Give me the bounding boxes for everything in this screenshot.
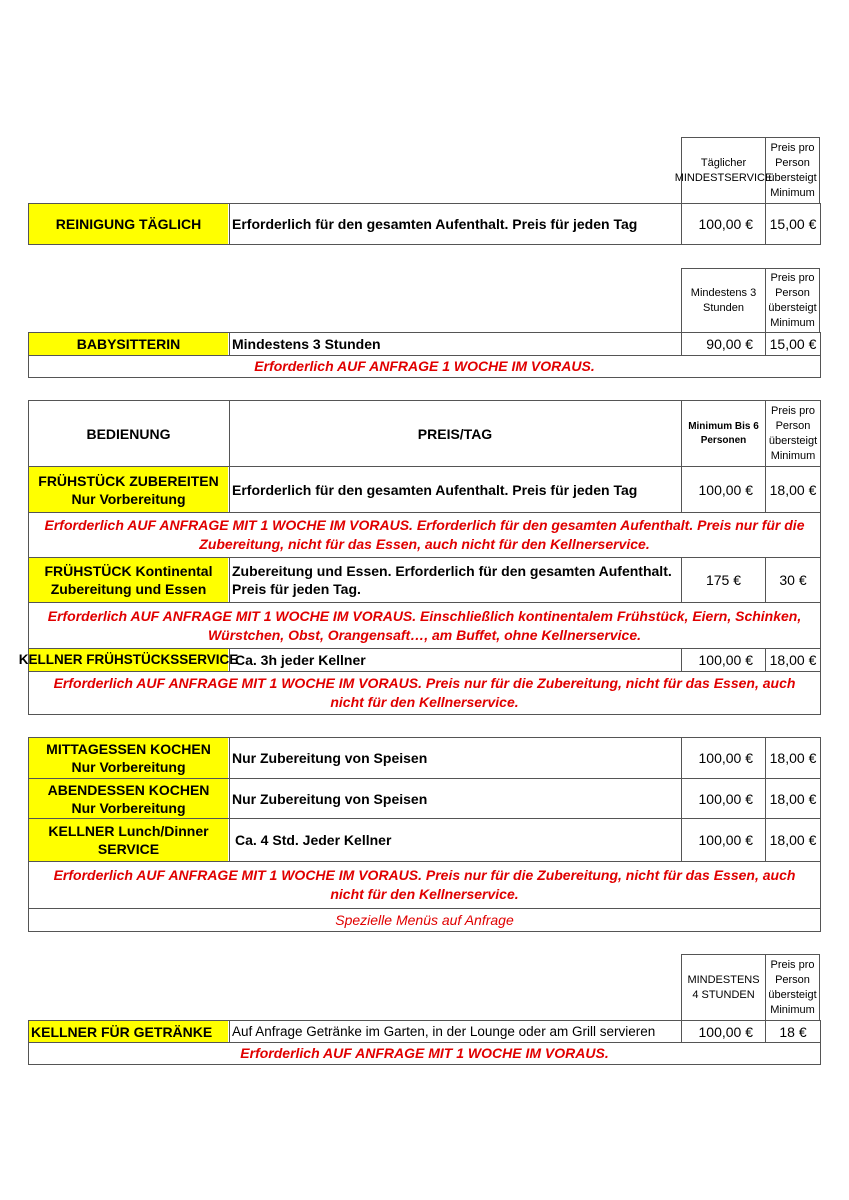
- babysitter-price: 90,00 €: [681, 333, 765, 355]
- drinks-name: KELLNER FÜR GETRÄNKE: [29, 1021, 228, 1042]
- babysitter-name: BABYSITTERIN: [29, 333, 228, 355]
- drinks-note: Erforderlich AUF ANFRAGE MIT 1 WOCHE IM VORAUS.: [28, 1042, 821, 1065]
- service-row-note: Erforderlich AUF ANFRAGE MIT 1 WOCHE IM VORAUS. Erforderlich für den gesamten Aufenthalt. Preis nur für die Zubereitung, nicht für das Essen, auch nicht für den Kellnerservice.: [28, 512, 821, 558]
- meals-row-price: 100,00 €: [681, 779, 765, 818]
- meals-row-price: 100,00 €: [681, 819, 765, 861]
- service-header-pp: Preis pro Person übersteigt Minimum: [765, 401, 820, 466]
- drinks-header-min: MINDESTENS 4 STUNDEN: [681, 954, 766, 1021]
- meals-row-name: KELLNER Lunch/Dinner SERVICE: [29, 819, 228, 861]
- meals-row-name: ABENDESSEN KOCHEN Nur Vorbereitung: [29, 779, 228, 818]
- service-row-price: 100,00 €: [681, 649, 765, 671]
- meals-row-pp: 18,00 €: [765, 779, 820, 818]
- service-row-price: 175 €: [681, 558, 765, 602]
- cleaning-header-min: Täglicher MINDESTSERVICE: [681, 137, 766, 204]
- service-header-label: BEDIENUNG: [86, 425, 171, 442]
- drinks-pp: 18 €: [765, 1021, 820, 1042]
- cleaning-desc: Erforderlich für den gesamten Aufenthalt. Preis für jeden Tag: [229, 204, 680, 244]
- drinks-price: 100,00 €: [681, 1021, 765, 1042]
- meals-row-desc: Nur Zubereitung von Speisen: [229, 738, 680, 778]
- service-header-price: PREIS/TAG: [229, 401, 680, 466]
- service-header-min: Minimum Bis 6 Personen: [681, 401, 765, 466]
- babysitter-pp: 15,00 €: [765, 333, 820, 355]
- service-row-name: FRÜHSTÜCK ZUBEREITEN Nur Vorbereitung: [29, 467, 228, 512]
- babysitter-note: Erforderlich AUF ANFRAGE 1 WOCHE IM VORAUS.: [28, 355, 821, 378]
- service-row-desc: Zubereitung und Essen. Erforderlich für den gesamten Aufenthalt. Preis für jeden Tag.: [229, 558, 680, 602]
- service-row-pp: 18,00 €: [765, 649, 820, 671]
- service-row-note: Erforderlich AUF ANFRAGE MIT 1 WOCHE IM VORAUS. Einschließlich kontinentalem Frühstück, Eiern, Schinken, Würstchen, Obst, Orangensaft…, am Buffet, ohne Kellnerservice.: [28, 602, 821, 649]
- meals-note: Erforderlich AUF ANFRAGE MIT 1 WOCHE IM VORAUS. Preis nur für die Zubereitung, nicht für das Essen, auch nicht für den Kellnerservice.: [28, 861, 821, 909]
- service-row-price: 100,00 €: [681, 467, 765, 512]
- meals-row-pp: 18,00 €: [765, 738, 820, 778]
- cleaning-name: REINIGUNG TÄGLICH: [29, 204, 228, 244]
- cleaning-price: 100,00 €: [681, 204, 765, 244]
- meals-row-name: MITTAGESSEN KOCHEN Nur Vorbereitung: [29, 738, 228, 778]
- service-row-note: Erforderlich AUF ANFRAGE MIT 1 WOCHE IM VORAUS. Preis nur für die Zubereitung, nicht für das Essen, auch nicht für den Kellnerservice.: [28, 671, 821, 715]
- meals-row-desc: Nur Zubereitung von Speisen: [229, 779, 680, 818]
- drinks-header-pp: Preis pro Person übersteigt Minimum: [765, 954, 820, 1021]
- cleaning-header-pp: Preis pro Person übersteigt Minimum: [765, 137, 820, 204]
- babysitter-header-min: Mindestens 3 Stunden: [681, 268, 766, 333]
- cleaning-pp: 15,00 €: [765, 204, 820, 244]
- service-row-name: KELLNER FRÜHSTÜCKSSERVICE: [29, 649, 228, 671]
- meals-note-special: Spezielle Menüs auf Anfrage: [28, 908, 821, 932]
- babysitter-header-pp: Preis pro Person übersteigt Minimum: [765, 268, 820, 333]
- service-row-pp: 30 €: [765, 558, 820, 602]
- meals-row-price: 100,00 €: [681, 738, 765, 778]
- service-row-desc: Ca. 3h jeder Kellner: [229, 649, 680, 671]
- drinks-desc: Auf Anfrage Getränke im Garten, in der Lounge oder am Grill servieren: [229, 1021, 680, 1042]
- babysitter-desc: Mindestens 3 Stunden: [229, 333, 680, 355]
- meals-row-desc: Ca. 4 Std. Jeder Kellner: [229, 819, 680, 861]
- service-row-name: FRÜHSTÜCK Kontinental Zubereitung und Essen: [29, 558, 228, 602]
- meals-row-pp: 18,00 €: [765, 819, 820, 861]
- service-row-pp: 18,00 €: [765, 467, 820, 512]
- service-row-desc: Erforderlich für den gesamten Aufenthalt. Preis für jeden Tag: [229, 467, 680, 512]
